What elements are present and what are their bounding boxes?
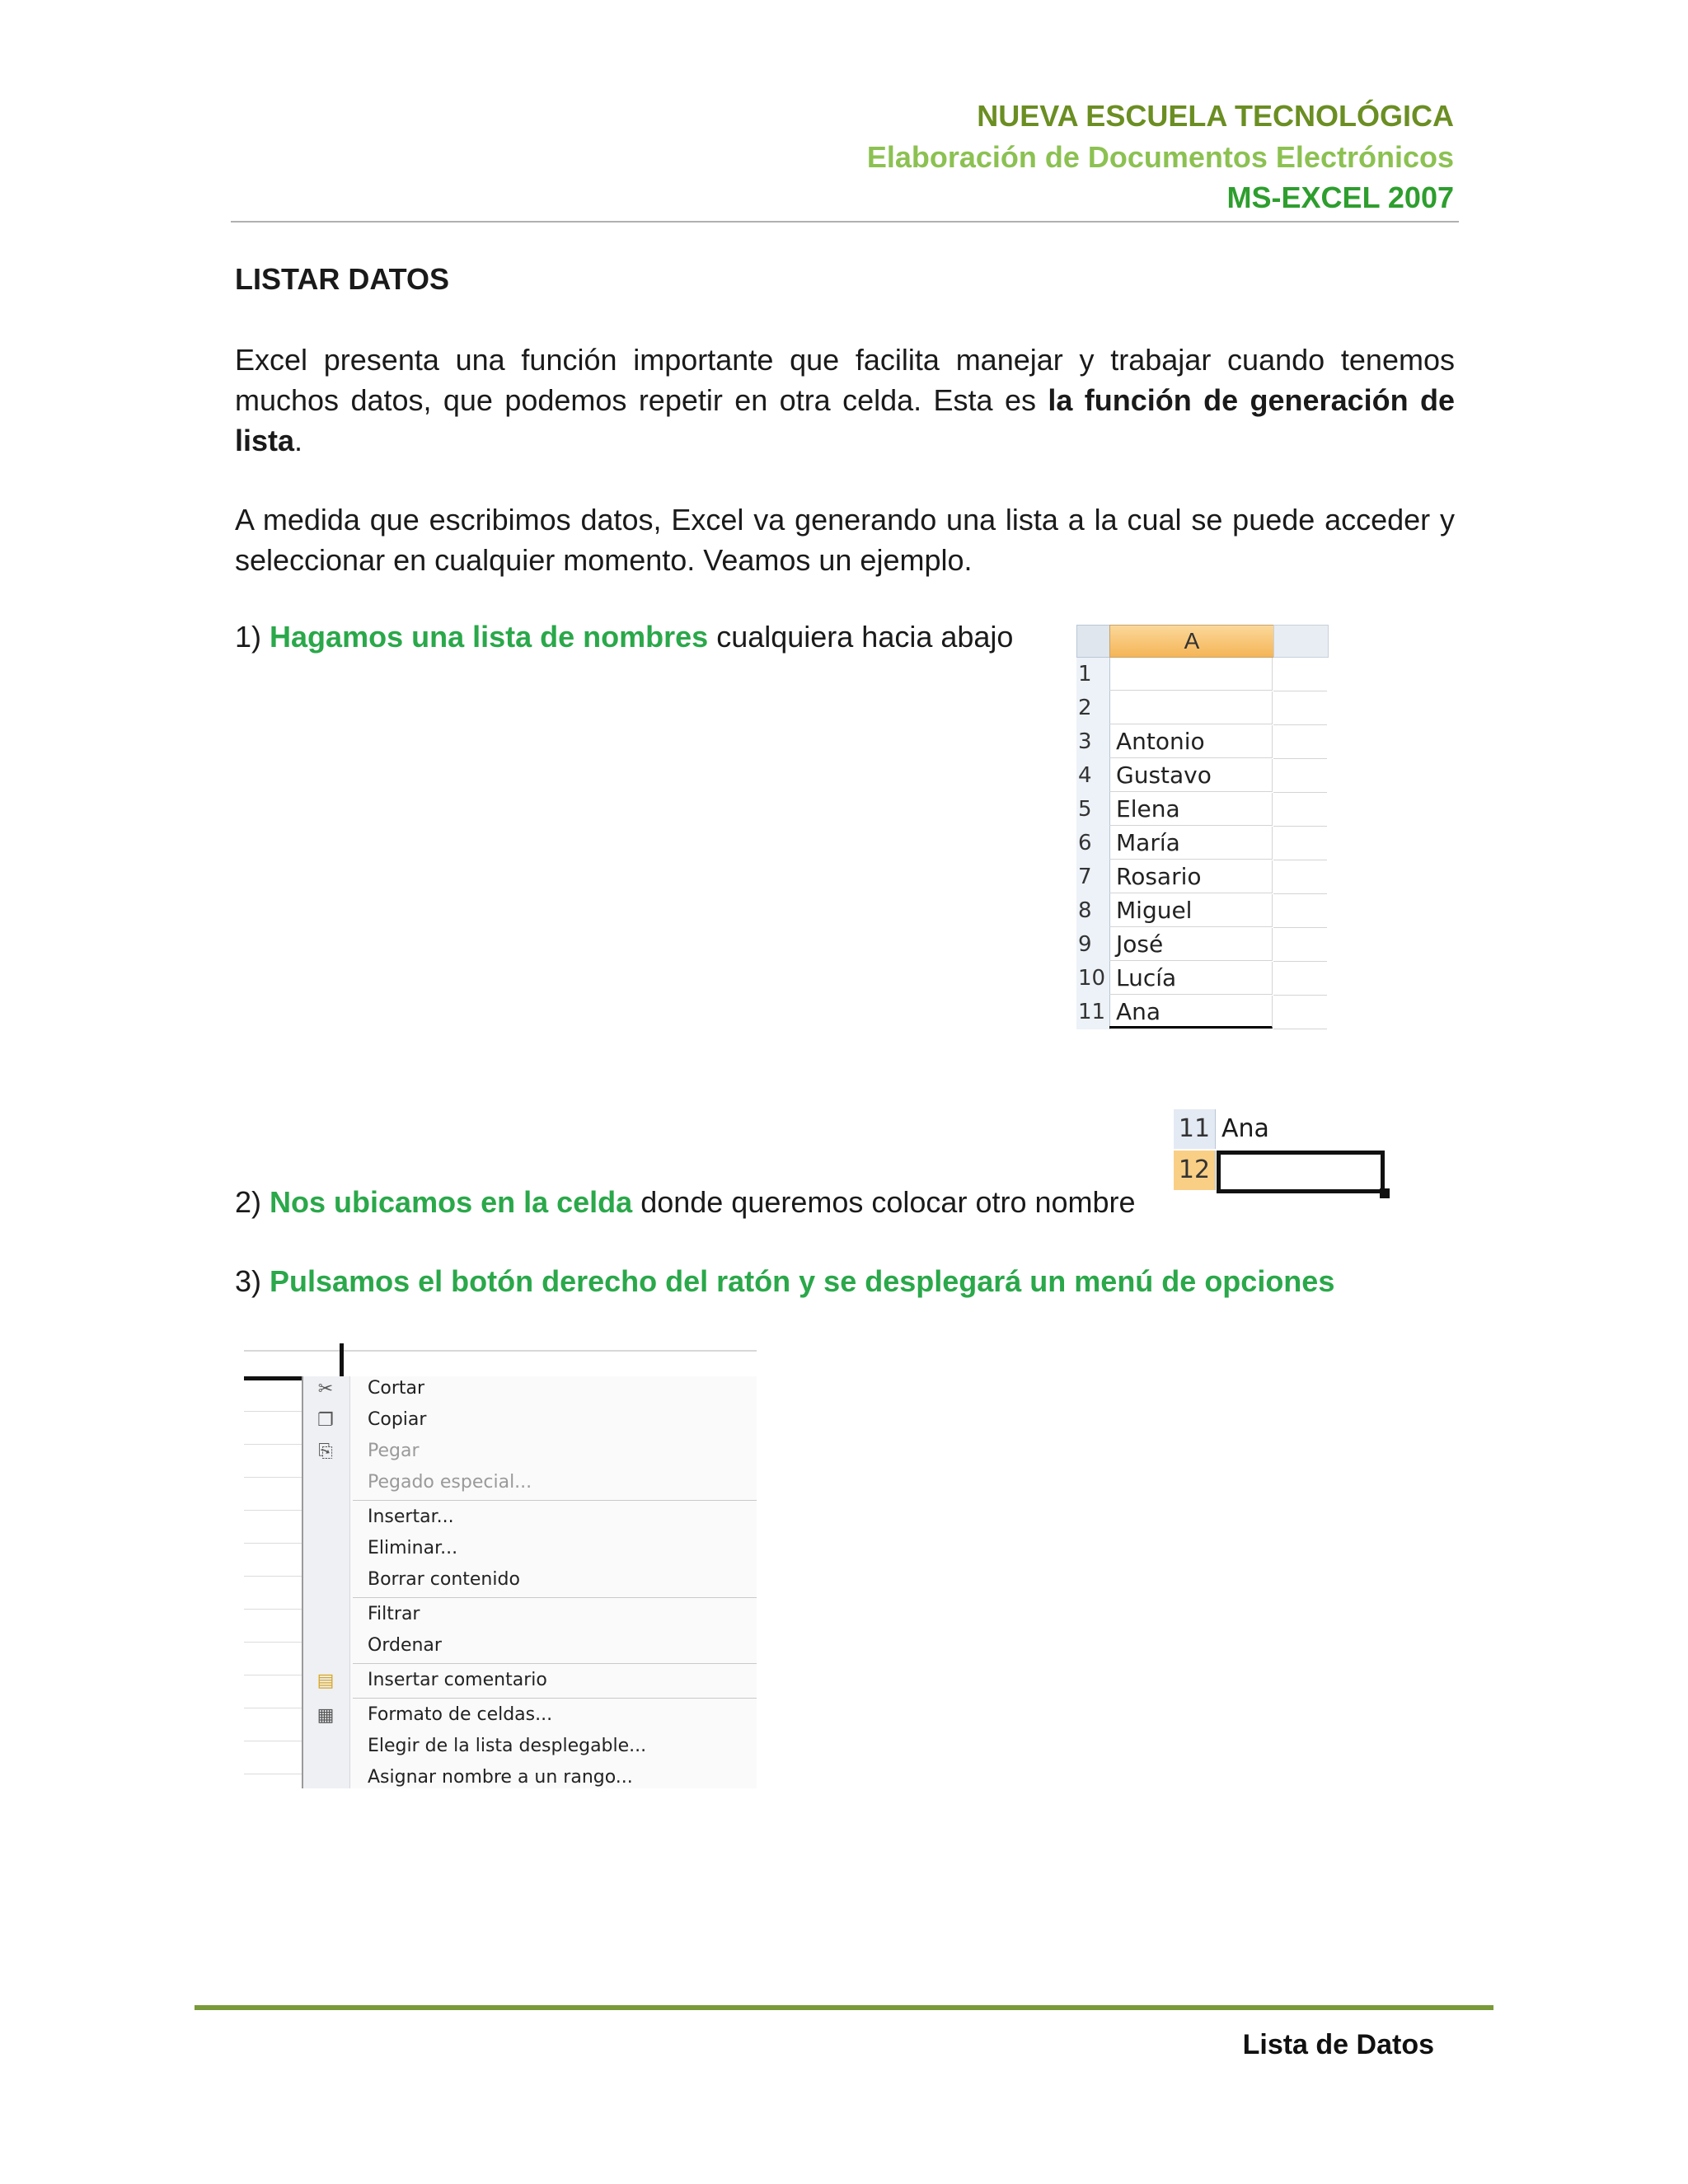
empty-cell[interactable] xyxy=(1273,827,1327,860)
menu-separator xyxy=(353,1597,757,1598)
sheet-names-screenshot xyxy=(1076,616,1327,1032)
empty-cell[interactable] xyxy=(1273,725,1327,759)
row-header: 2 xyxy=(1076,691,1110,725)
fill-handle[interactable] xyxy=(1380,1188,1390,1198)
sheet-row xyxy=(1076,962,1327,996)
selected-cell[interactable] xyxy=(1217,1151,1385,1193)
menu-item[interactable] xyxy=(303,1699,757,1731)
grid-line xyxy=(244,1510,303,1511)
sheet-row xyxy=(1076,860,1327,894)
intro-end: . xyxy=(294,424,303,457)
row-header: 8 xyxy=(1076,894,1110,928)
cell-value[interactable] xyxy=(1109,691,1273,724)
row-header: 9 xyxy=(1076,928,1110,962)
menu-item[interactable] xyxy=(303,1564,757,1596)
menu-item-label: Eliminar... xyxy=(368,1538,458,1558)
menu-item-label: Ordenar xyxy=(368,1635,442,1656)
step-2-rest: donde queremos colocar otro nombre xyxy=(632,1185,1136,1219)
row-header: 3 xyxy=(1076,725,1110,759)
menu-item-label: Filtrar xyxy=(368,1604,420,1624)
menu-item[interactable] xyxy=(303,1630,757,1661)
header-subject: MS-EXCEL 2007 xyxy=(1226,180,1454,214)
menu-item[interactable] xyxy=(303,1502,757,1533)
grid-line xyxy=(244,1609,303,1610)
empty-cell[interactable] xyxy=(1273,962,1327,996)
cell-value[interactable]: Antonio xyxy=(1109,725,1273,758)
row-header: 1 xyxy=(1076,658,1110,691)
menu-separator xyxy=(353,1663,757,1664)
cell-value[interactable]: Ana xyxy=(1109,996,1273,1029)
cell-value[interactable]: Elena xyxy=(1109,793,1273,826)
sheet-row xyxy=(1076,996,1327,1029)
row-header: 5 xyxy=(1076,793,1110,827)
paste-icon: ⎘ xyxy=(318,1441,333,1461)
row-header: 7 xyxy=(1076,860,1110,894)
sheet-row xyxy=(1076,759,1327,793)
sheet-row xyxy=(1076,725,1327,759)
grid-line xyxy=(244,1642,303,1643)
menu-item-label: Pegado especial... xyxy=(368,1472,532,1493)
step-2 xyxy=(235,1185,1136,1220)
step-3-highlight: Pulsamos el botón derecho del ratón y se desplegará un menú de opciones xyxy=(270,1264,1335,1298)
sheet-row xyxy=(1076,827,1327,860)
empty-cell[interactable] xyxy=(1273,860,1327,894)
menu-item[interactable] xyxy=(303,1533,757,1564)
menu-item-label: Insertar... xyxy=(368,1507,454,1527)
menu-item[interactable] xyxy=(303,1373,757,1404)
row-header: 11 xyxy=(1174,1109,1216,1149)
copy-icon: ❐ xyxy=(317,1409,334,1430)
menu-item[interactable] xyxy=(303,1467,757,1498)
footer-divider xyxy=(195,2005,1493,2010)
header-divider xyxy=(231,221,1459,223)
format-cells-icon: ▦ xyxy=(316,1704,335,1725)
menu-item-label: Elegir de la lista desplegable... xyxy=(368,1736,647,1756)
step-3-number: 3) xyxy=(235,1264,262,1298)
menu-item-label: Insertar comentario xyxy=(368,1670,547,1690)
column-header-b xyxy=(1273,625,1329,658)
grid-line xyxy=(244,1477,303,1478)
empty-cell[interactable] xyxy=(1273,759,1327,793)
menu-item[interactable] xyxy=(303,1436,757,1467)
menu-item[interactable] xyxy=(303,1731,757,1762)
scissors-icon: ✂ xyxy=(317,1378,334,1399)
step-3 xyxy=(235,1264,1334,1299)
sheet-row xyxy=(1076,894,1327,928)
menu-item-label: Copiar xyxy=(368,1409,427,1430)
menu-separator xyxy=(353,1500,757,1501)
menu-item-label: Borrar contenido xyxy=(368,1569,520,1590)
row-header: 11 xyxy=(1076,996,1110,1029)
menu-item-label: Pegar xyxy=(368,1441,420,1461)
row-header: 6 xyxy=(1076,827,1110,860)
intro-paragraph xyxy=(235,340,1455,461)
cell-value: Ana xyxy=(1221,1114,1269,1143)
example-paragraph: A medida que escribimos datos, Excel va generando una lista a la cual se puede acceder y seleccionar en cualquier momento. Veamos un ejemplo. xyxy=(235,503,1455,577)
empty-cell[interactable] xyxy=(1273,658,1327,691)
menu-item-label: Cortar xyxy=(368,1378,425,1399)
step-1 xyxy=(235,620,1013,654)
grid-line xyxy=(244,1444,303,1445)
menu-separator xyxy=(353,1698,757,1699)
row-header: 4 xyxy=(1076,759,1110,793)
row-header: 10 xyxy=(1076,962,1110,996)
menu-item-label: Formato de celdas... xyxy=(368,1704,553,1725)
grid-line xyxy=(244,1543,303,1544)
comment-icon: ▤ xyxy=(316,1670,335,1690)
cell-value[interactable]: Miguel xyxy=(1109,894,1273,927)
menu-item[interactable] xyxy=(303,1762,757,1788)
empty-cell[interactable] xyxy=(1273,793,1327,827)
intro-bold: la función de generación de lista xyxy=(235,383,1455,457)
cell-value[interactable]: Rosario xyxy=(1109,860,1273,893)
menu-item[interactable] xyxy=(303,1599,757,1630)
sheet-row xyxy=(1076,691,1327,725)
empty-cell[interactable] xyxy=(1273,996,1327,1029)
empty-cell[interactable] xyxy=(1273,928,1327,962)
cell-value[interactable]: José xyxy=(1109,928,1273,961)
grid-line xyxy=(244,1411,303,1412)
header-course: Elaboración de Documentos Electrónicos xyxy=(866,140,1454,174)
context-menu-screenshot xyxy=(244,1343,757,1788)
intro-text: Excel presenta una función importante que facilita manejar y trabajar cuando tenemos muchos datos, que podemos repetir en otra celda. Esta es xyxy=(235,343,1455,417)
menu-item[interactable] xyxy=(303,1404,757,1436)
row-header-selected: 12 xyxy=(1174,1151,1216,1190)
empty-cell[interactable] xyxy=(1273,894,1327,928)
step-2-highlight: Nos ubicamos en la celda xyxy=(270,1185,633,1219)
cell-value[interactable]: Gustavo xyxy=(1109,759,1273,792)
column-header-a: A xyxy=(1109,625,1274,658)
sheet-selected-cell-screenshot xyxy=(1174,1109,1390,1216)
sheet-row xyxy=(1076,658,1327,691)
step-1-number: 1) xyxy=(235,620,262,654)
menu-item[interactable] xyxy=(303,1665,757,1696)
cell-value[interactable] xyxy=(1109,658,1273,691)
section-title: LISTAR DATOS xyxy=(235,262,449,296)
select-all-corner xyxy=(1076,625,1111,658)
context-menu xyxy=(302,1376,757,1788)
grid-line xyxy=(244,1576,303,1577)
footer-title: Lista de Datos xyxy=(1242,2029,1434,2060)
step-1-highlight: Hagamos una lista de nombres xyxy=(270,620,709,654)
empty-cell[interactable] xyxy=(1273,691,1327,725)
cell-value[interactable]: María xyxy=(1109,827,1273,860)
step-2-number: 2) xyxy=(235,1185,262,1219)
sheet-row xyxy=(1076,928,1327,962)
cell-value[interactable]: Lucía xyxy=(1109,962,1273,995)
menu-item-label: Asignar nombre a un rango... xyxy=(368,1767,633,1788)
header-school: NUEVA ESCUELA TECNOLÓGICA xyxy=(977,99,1454,133)
step-1-rest: cualquiera hacia abajo xyxy=(708,620,1014,654)
sheet-row xyxy=(1076,793,1327,827)
